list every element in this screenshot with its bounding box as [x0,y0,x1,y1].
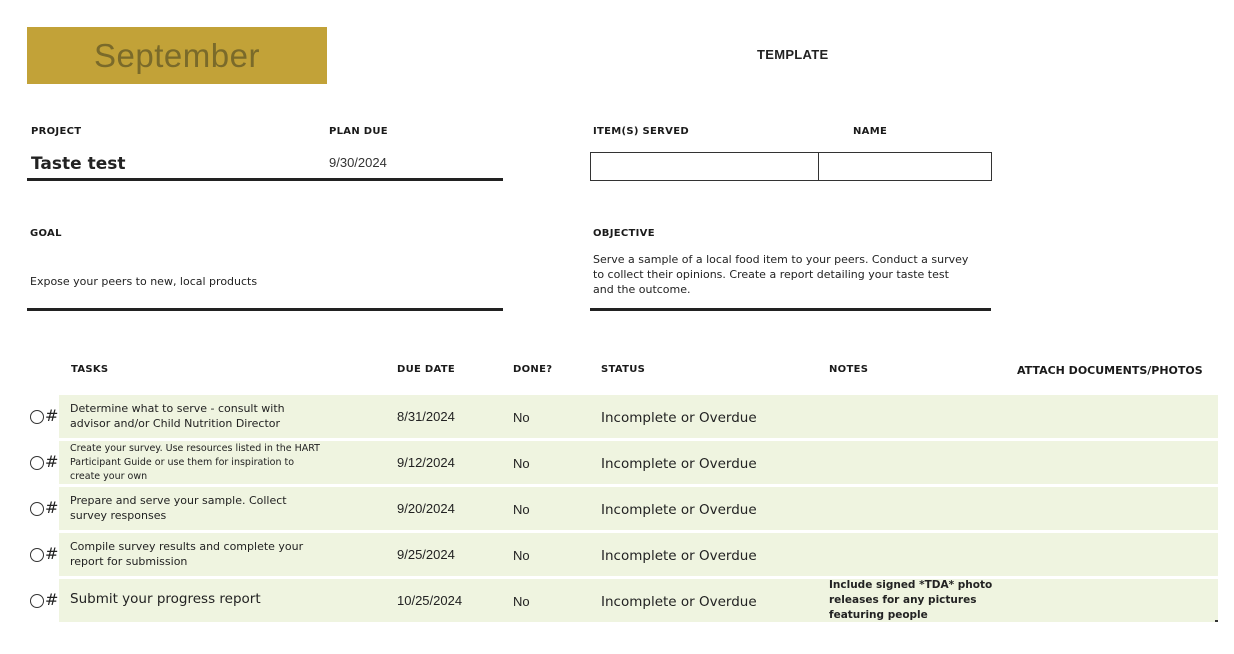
objective-label: OBJECTIVE [593,228,655,239]
items-served-label: ITEM(S) SERVED [593,126,689,137]
row-marker: # [45,406,59,425]
row-select-radio[interactable] [30,502,44,516]
goal-underline [27,308,503,311]
task-text[interactable]: Compile survey results and complete your report for submission [70,540,304,568]
status-value: Incomplete or Overdue [601,548,757,564]
row-select-radio[interactable] [30,456,44,470]
done-value[interactable]: No [513,548,530,563]
task-text[interactable]: Prepare and serve your sample. Collect survey responses [70,494,287,522]
row-marker: # [45,452,59,471]
due-date[interactable]: 9/20/2024 [397,501,455,516]
notes-value[interactable]: Include signed *TDA* photo releases for any pictures featuring people [829,579,993,621]
corner-mark [1215,620,1218,622]
due-date[interactable]: 8/31/2024 [397,409,455,424]
task-text[interactable]: Submit your progress report [70,591,261,607]
due-date[interactable]: 10/25/2024 [397,593,463,608]
header-tasks: TASKS [71,364,109,375]
status-value: Incomplete or Overdue [601,502,757,518]
table-row [0,533,1234,576]
plan-due-value[interactable]: 9/30/2024 [329,155,387,170]
table-row [0,441,1234,484]
done-value[interactable]: No [513,594,530,609]
done-value[interactable]: No [513,502,530,517]
table-row [0,395,1234,438]
status-value: Incomplete or Overdue [601,594,757,610]
done-value[interactable]: No [513,410,530,425]
goal-text[interactable]: Expose your peers to new, local products [30,275,258,288]
due-date[interactable]: 9/25/2024 [397,547,455,562]
row-marker: # [45,498,59,517]
status-value: Incomplete or Overdue [601,456,757,472]
month-title: September [94,36,260,74]
header-attach: ATTACH DOCUMENTS/PHOTOS [1017,364,1203,377]
row-select-radio[interactable] [30,594,44,608]
project-name[interactable]: Taste test [31,154,126,174]
template-label: TEMPLATE [757,47,829,62]
task-text[interactable]: Determine what to serve - consult with advisor and/or Child Nutrition Director [70,402,285,430]
due-date[interactable]: 9/12/2024 [397,455,455,470]
header-status: STATUS [601,364,646,375]
status-value: Incomplete or Overdue [601,410,757,426]
done-value[interactable]: No [513,456,530,471]
name-field[interactable] [818,152,992,181]
plan-due-label: PLAN DUE [329,126,388,137]
objective-underline [590,308,991,311]
row-marker: # [45,590,59,609]
task-text[interactable]: Create your survey. Use resources listed in the HART Participant Guide or use them for inspiration to create your own [70,443,320,482]
header-done: DONE? [513,364,553,375]
objective-text[interactable]: Serve a sample of a local food item to your peers. Conduct a survey to collect their opinions. Create a report detailing your taste test and the outcome. [593,253,969,296]
project-label: PROJECT [31,126,82,137]
header-notes: NOTES [829,364,869,375]
row-select-radio[interactable] [30,410,44,424]
table-row [0,579,1234,622]
project-underline [27,178,503,181]
goal-label: GOAL [30,228,62,239]
table-row [0,487,1234,530]
items-served-field[interactable] [590,152,820,181]
header-due-date: DUE DATE [397,364,456,375]
row-marker: # [45,544,59,563]
month-banner [27,27,327,84]
row-select-radio[interactable] [30,548,44,562]
name-label: NAME [853,126,888,137]
